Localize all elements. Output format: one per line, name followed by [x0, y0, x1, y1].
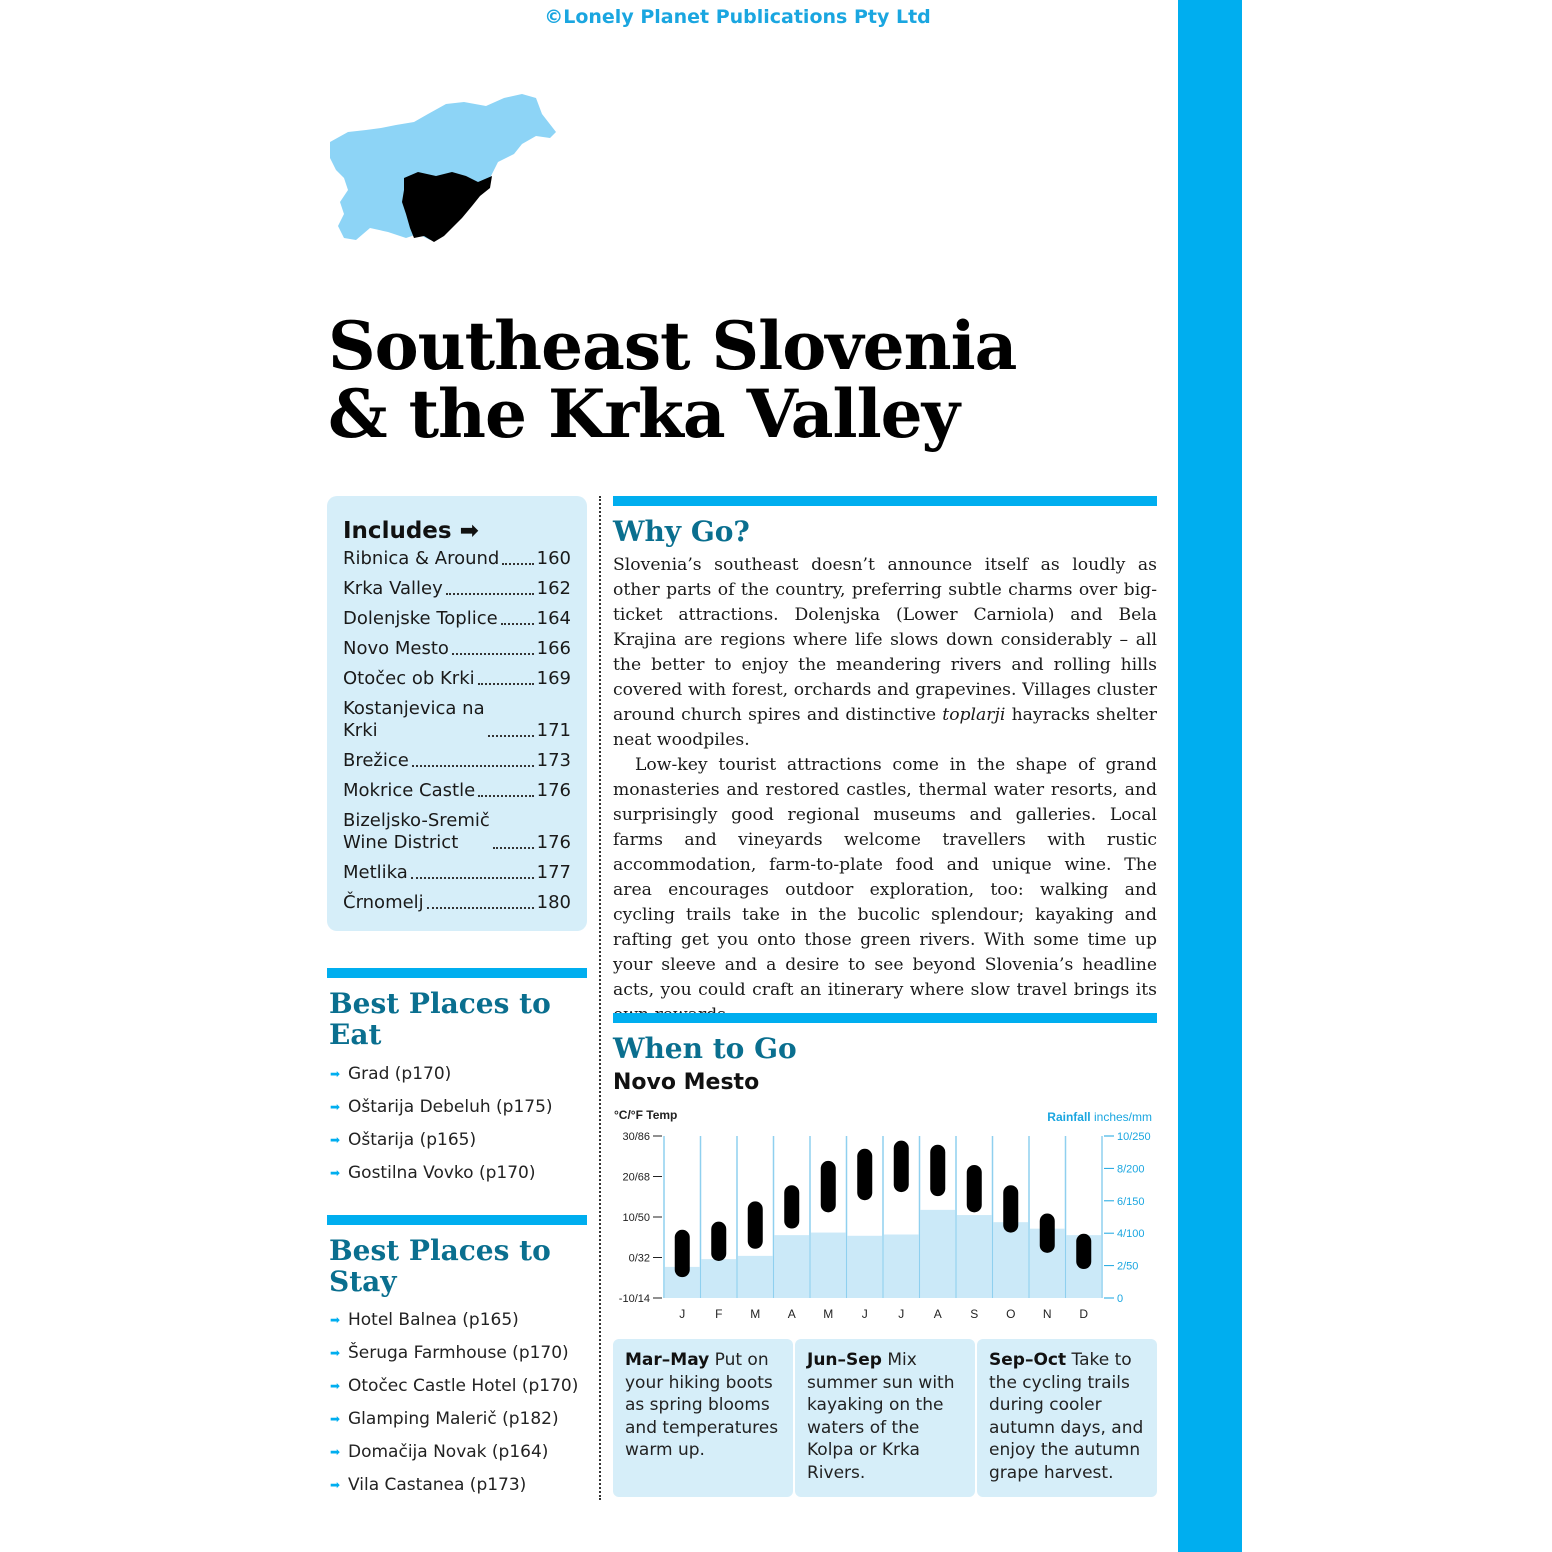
- rainfall-bar: [738, 1256, 773, 1298]
- includes-item-name: Bizeljsko-Sremič Wine District: [343, 810, 490, 853]
- when-section-bar: [613, 1013, 1157, 1023]
- temp-tick-label: -10/14: [618, 1293, 650, 1305]
- best-place-item: [330, 1468, 578, 1501]
- best-place-label: Hotel Balnea (p165): [348, 1309, 519, 1330]
- includes-item-name: Novo Mesto: [343, 638, 449, 659]
- month-label: D: [1079, 1307, 1089, 1321]
- includes-item: [343, 578, 571, 600]
- rain-axis-label: Rainfall inches/mm: [1047, 1110, 1152, 1124]
- includes-item-page: 169: [536, 668, 571, 689]
- best-place-label: Oštarija Debeluh (p175): [348, 1096, 553, 1117]
- best-place-item: [330, 1303, 578, 1336]
- season-box-spring: Mar–May Put on your hiking boots as spring blooms and temperatures warm up.: [613, 1339, 793, 1497]
- leader-dots: [452, 653, 534, 655]
- climate-chart: [612, 1103, 1157, 1328]
- includes-item: [343, 750, 571, 772]
- includes-item: [343, 638, 571, 660]
- rain-tick-label: 8/200: [1117, 1163, 1145, 1176]
- eat-section-bar: [327, 968, 587, 978]
- season-box-summer: Jun–Sep Mix summer sun with kayaking on the waters of the Kolpa or Krka Rivers.: [795, 1339, 975, 1497]
- includes-item-page: 180: [536, 892, 571, 913]
- temp-axis-label: °C/°F Temp: [614, 1108, 678, 1122]
- month-label: O: [1006, 1307, 1016, 1321]
- right-arrow-icon: ➡: [330, 1312, 341, 1327]
- includes-list: [343, 548, 571, 914]
- includes-item-name: Otočec ob Krki: [343, 668, 475, 689]
- rainfall-bar: [921, 1210, 956, 1298]
- leader-dots: [412, 765, 534, 767]
- includes-item-name: Krka Valley: [343, 578, 443, 599]
- why-go-text: [613, 553, 1157, 1028]
- month-label: M: [823, 1307, 834, 1321]
- includes-item-name: Metlika: [343, 862, 408, 883]
- right-arrow-icon: ➡: [330, 1099, 341, 1114]
- best-stay-list: [330, 1303, 578, 1501]
- includes-item-page: 173: [536, 750, 571, 771]
- includes-item-name: Črnomelj: [343, 892, 424, 913]
- includes-item-page: 164: [536, 608, 571, 629]
- rainfall-bar: [994, 1222, 1029, 1298]
- includes-item-page: 176: [536, 832, 571, 853]
- includes-item: [343, 698, 571, 742]
- month-label: S: [970, 1307, 979, 1321]
- includes-item-page: 177: [536, 862, 571, 883]
- why-go-paragraph-1: Slovenia’s southeast doesn’t announce itself as loudly as other parts of the country, preferring subtle charms over big-ticket attractions. Dolenjska (Lower Carniola) and Bela Krajina are regions where life slows down considerably – all the better to enjoy the meandering rivers and rolling hills covered with forest, orchards and grapevines. Villages cluster around church spires and distinctive toplarji hayracks shelter neat woodpiles.: [613, 555, 1157, 750]
- includes-item: [343, 862, 571, 884]
- rainfall-bar: [848, 1236, 883, 1298]
- month-label: F: [715, 1307, 723, 1321]
- includes-item-name: Mokrice Castle: [343, 780, 476, 801]
- slovenia-locator-map: [326, 92, 560, 244]
- includes-item: [343, 892, 571, 914]
- stay-section-bar: [327, 1215, 587, 1225]
- right-arrow-icon: ➡: [330, 1165, 341, 1180]
- best-place-label: Otočec Castle Hotel (p170): [348, 1375, 579, 1396]
- leader-dots: [478, 683, 534, 685]
- why-go-paragraph-2: Low-key tourist attractions come in the shape of grand monasteries and restored castles, thermal water resorts, and surprisingly good regional museums and galleries. Local farms and vineyards welcome travellers with rustic accommodation, farm-to-plate food and unique wine. The area encourages outdoor exploration, too: walking and cycling trails take in the bucolic splendour; kayaking and rafting get you onto those green rivers. With some time up your sleeve and a desire to see beyond Slovenia’s headline acts, you could craft an itinerary where slow travel brings its: [613, 755, 1157, 1000]
- best-stay-heading: Best Places to Stay: [329, 1234, 551, 1298]
- month-label: A: [933, 1307, 942, 1321]
- leader-dots: [493, 847, 534, 849]
- right-arrow-icon: ➡: [330, 1345, 341, 1360]
- right-arrow-icon: ➡: [459, 518, 479, 544]
- leader-dots: [411, 877, 534, 879]
- month-label: J: [861, 1307, 868, 1321]
- rain-tick-label: 0: [1117, 1293, 1124, 1305]
- month-label: N: [1042, 1307, 1052, 1321]
- includes-item-name: Brežice: [343, 750, 409, 771]
- includes-item: [343, 810, 571, 854]
- includes-item-page: 160: [536, 548, 571, 569]
- leader-dots: [502, 563, 533, 565]
- best-place-item: [330, 1336, 578, 1369]
- why-go-heading: Why Go?: [613, 515, 750, 548]
- temp-tick-label: 10/50: [622, 1212, 650, 1224]
- includes-item-name: Dolenjske Toplice: [343, 608, 498, 629]
- includes-item-page: 162: [536, 578, 571, 599]
- rain-tick-label: 10/250: [1117, 1131, 1151, 1143]
- includes-item-page: 166: [536, 638, 571, 659]
- best-place-label: Gostilna Vovko (p170): [348, 1162, 536, 1183]
- best-place-label: Grad (p170): [348, 1063, 452, 1084]
- rainfall-bar: [957, 1215, 992, 1298]
- rain-tick-label: 4/100: [1117, 1228, 1145, 1241]
- rainfall-bar: [884, 1234, 919, 1298]
- when-to-go-heading: When to Go: [613, 1032, 797, 1065]
- right-arrow-icon: ➡: [330, 1477, 341, 1492]
- leader-dots: [478, 795, 533, 797]
- includes-item-page: 171: [536, 720, 571, 741]
- leader-dots: [501, 623, 534, 625]
- best-place-label: Vila Castanea (p173): [348, 1474, 527, 1495]
- includes-item-page: 176: [536, 780, 571, 801]
- includes-item-name: Ribnica & Around: [343, 548, 500, 569]
- right-arrow-icon: ➡: [330, 1378, 341, 1393]
- best-place-item: [330, 1435, 578, 1468]
- leader-dots: [446, 593, 534, 595]
- best-place-label: Šeruga Farmhouse (p170): [348, 1342, 569, 1363]
- best-place-label: Oštarija (p165): [348, 1129, 477, 1150]
- right-arrow-icon: ➡: [330, 1066, 341, 1081]
- best-place-item: [330, 1057, 553, 1090]
- right-arrow-icon: ➡: [330, 1132, 341, 1147]
- best-place-item: [330, 1156, 553, 1189]
- includes-item: [343, 780, 571, 802]
- best-place-item: [330, 1402, 578, 1435]
- includes-item: [343, 668, 571, 690]
- copyright-notice: ©Lonely Planet Publications Pty Ltd: [544, 6, 931, 28]
- includes-item: [343, 608, 571, 630]
- best-eat-heading: Best Places to Eat: [329, 987, 551, 1051]
- month-label: J: [898, 1307, 905, 1321]
- includes-item-name: Kostanjevica na Krki: [343, 698, 485, 741]
- why-section-bar: [613, 496, 1157, 506]
- temp-tick-label: 0/32: [628, 1252, 650, 1265]
- month-label: M: [750, 1307, 761, 1321]
- month-label: J: [679, 1307, 686, 1321]
- best-eat-list: [330, 1057, 553, 1189]
- right-arrow-icon: ➡: [330, 1411, 341, 1426]
- best-place-item: [330, 1123, 553, 1156]
- rainfall-bar: [775, 1235, 810, 1298]
- rain-tick-label: 6/150: [1117, 1195, 1145, 1208]
- column-divider: [599, 496, 601, 1500]
- season-box-autumn: Sep–Oct Take to the cycling trails during cooler autumn days, and enjoy the autumn grape harvest.: [977, 1339, 1157, 1497]
- temp-tick-label: 30/86: [622, 1131, 650, 1143]
- rainfall-bar: [702, 1259, 737, 1298]
- leader-dots: [427, 907, 534, 909]
- best-place-label: Glamping Malerič (p182): [348, 1408, 559, 1429]
- chapter-side-strip: [1178, 0, 1242, 1552]
- chapter-title: Southeast Slovenia & the Krka Valley: [328, 307, 1017, 453]
- rain-tick-label: 2/50: [1117, 1260, 1139, 1273]
- southeast-region-shape: [402, 172, 492, 242]
- includes-item: [343, 548, 571, 570]
- includes-box: [327, 496, 587, 931]
- best-place-label: Domačija Novak (p164): [348, 1441, 549, 1462]
- best-place-item: [330, 1090, 553, 1123]
- temp-tick-label: 20/68: [622, 1171, 650, 1184]
- includes-heading: Includes ➡: [343, 518, 479, 544]
- best-place-item: [330, 1369, 578, 1402]
- rainfall-bar: [811, 1233, 846, 1298]
- right-arrow-icon: ➡: [330, 1444, 341, 1459]
- climate-city-name: Novo Mesto: [613, 1070, 760, 1095]
- leader-dots: [488, 735, 534, 737]
- month-label: A: [787, 1307, 796, 1321]
